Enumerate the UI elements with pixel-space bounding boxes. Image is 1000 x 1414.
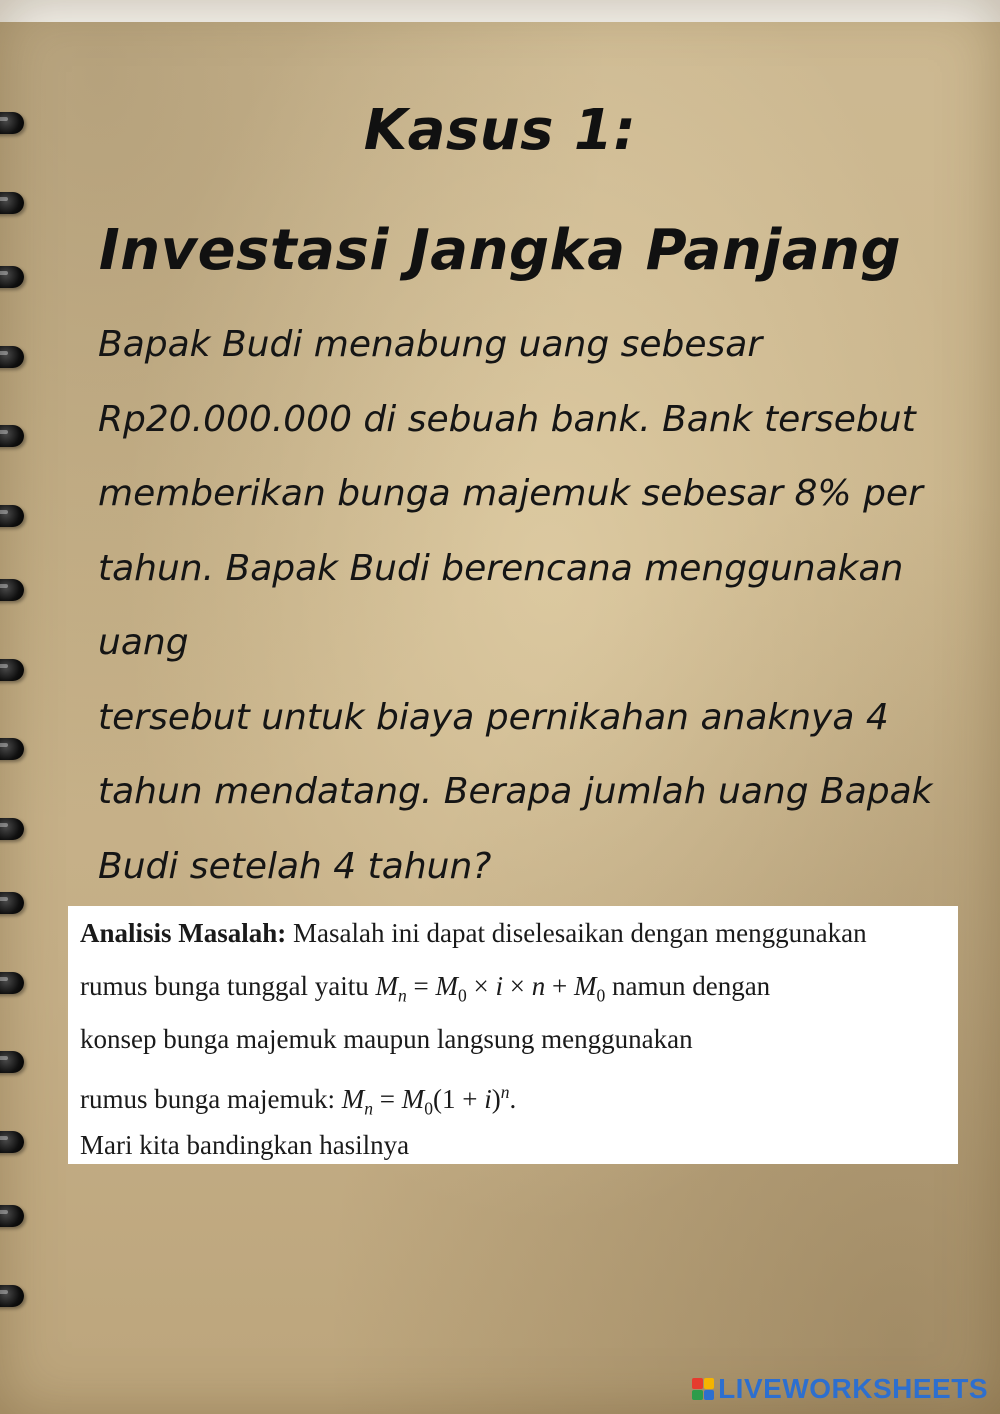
spiral-ring: [0, 505, 24, 527]
analysis-text: rumus bunga tunggal yaitu: [80, 971, 376, 1001]
spiral-ring: [0, 738, 24, 760]
top-margin-strip: [0, 0, 1000, 22]
analysis-line: [80, 1069, 958, 1122]
analysis-line: Mari kita bandingkan hasilnya: [80, 1130, 410, 1160]
spiral-ring: [0, 1285, 24, 1307]
analysis-text: namun dengan: [605, 971, 771, 1001]
analysis-line: konsep bunga majemuk maupun langsung menggunakan: [80, 1024, 693, 1054]
problem-line: Bapak Budi menabung uang sebesar: [98, 324, 763, 365]
analysis-line: [80, 910, 958, 963]
spiral-ring: [0, 1051, 24, 1073]
spiral-ring: [0, 1131, 24, 1153]
liveworksheets-wordmark: LIVEWORKSHEETS: [718, 1373, 988, 1404]
problem-text: [98, 308, 938, 904]
problem-line: Rp20.000.000 di sebuah bank. Bank tersebut: [98, 398, 916, 440]
spiral-ring: [0, 579, 24, 601]
analysis-text: .: [509, 1084, 517, 1114]
spiral-ring: [0, 1205, 24, 1227]
analysis-text: Masalah ini dapat diselesaikan dengan menggunakan: [286, 918, 867, 948]
spiral-ring: [0, 346, 24, 368]
spiral-ring: [0, 659, 24, 681]
liveworksheets-icon: [692, 1378, 714, 1400]
analysis-label: Analisis Masalah:: [80, 918, 287, 948]
spiral-ring: [0, 892, 24, 914]
analysis-box: [68, 906, 958, 1164]
problem-line: tersebut untuk biaya pernikahan anaknya 4: [98, 696, 889, 738]
analysis-text: rumus bunga majemuk:: [80, 1084, 342, 1114]
problem-line: tahun mendatang. Berapa jumlah uang Bapak: [98, 771, 933, 812]
case-subtitle: Investasi Jangka Panjang: [98, 218, 902, 283]
problem-line: tahun. Bapak Budi berencana menggunakan uang: [98, 547, 904, 663]
problem-line: Budi setelah 4 tahun?: [98, 845, 492, 887]
simple-interest-formula: $M_n = M_0 \times i \times n + M_0$: [375, 971, 606, 1006]
spiral-binding: [0, 0, 40, 1414]
spiral-ring: [0, 425, 24, 447]
analysis-line: [80, 963, 958, 1016]
compound-interest-formula: $M_n = M_0(1 + i)^n$: [341, 1082, 510, 1119]
spiral-ring: [0, 818, 24, 840]
problem-line: memberikan bunga majemuk sebesar 8% per: [98, 473, 923, 514]
spiral-ring: [0, 972, 24, 994]
spiral-ring: [0, 192, 24, 214]
case-title: Kasus 1:: [363, 98, 637, 163]
liveworksheets-logo: [692, 1374, 988, 1404]
